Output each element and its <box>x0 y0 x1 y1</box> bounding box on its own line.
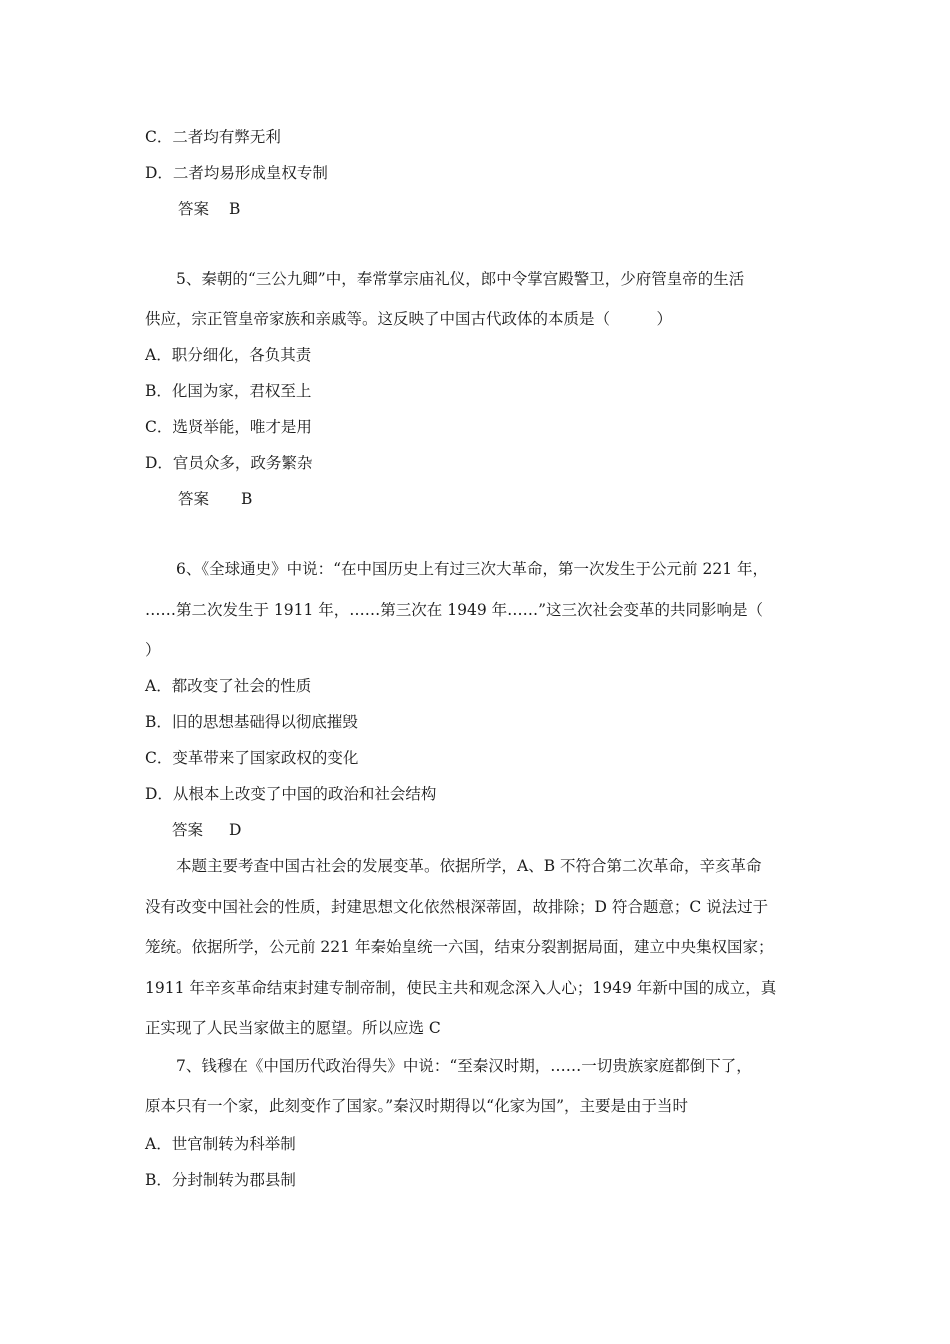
q6-answer <box>172 820 241 840</box>
q7-option-a: A．世官制转为科举制 <box>145 1135 296 1153</box>
q6-stem-line-3: ） <box>145 641 161 659</box>
answer-value: D <box>229 821 242 839</box>
q6-explanation-line-1: 本题主要考查中国古社会的发展变革。依据所学，A、B 不符合第二次革命，辛亥革命 <box>176 857 762 875</box>
answer-value: B <box>229 200 241 218</box>
q6-option-a: A．都改变了社会的性质 <box>145 677 312 695</box>
q6-explanation-line-4: 1911 年辛亥革命结束封建专制帝制，使民主共和观念深入人心；1949 年新中国的成立，真 <box>145 979 777 997</box>
q4-option-c: C．二者均有弊无利 <box>145 128 281 146</box>
q5-option-b: B．化国为家，君权至上 <box>145 382 312 400</box>
answer-value: B <box>241 490 253 508</box>
q6-option-d: D．从根本上改变了中国的政治和社会结构 <box>145 785 437 803</box>
q5-option-c: C．选贤举能，唯才是用 <box>145 418 312 436</box>
q6-explanation-line-3: 笼统。依据所学，公元前 221 年秦始皇统一六国，结束分裂割据局面，建立中央集权国家； <box>145 938 774 956</box>
q6-explanation-line-2: 没有改变中国社会的性质，封建思想文化依然根深蒂固，故排除；D 符合题意；C 说法过于 <box>145 898 769 916</box>
q4-answer <box>178 199 240 219</box>
q6-option-b: B．旧的思想基础得以彻底摧毁 <box>145 713 358 731</box>
answer-label: 答案 <box>178 490 210 508</box>
q4-option-d: D．二者均易形成皇权专制 <box>145 164 328 182</box>
q6-explanation-line-5: 正实现了人民当家做主的愿望。所以应选 C <box>145 1019 441 1037</box>
q5-option-d: D．官员众多，政务繁杂 <box>145 454 313 472</box>
answer-label: 答案 <box>178 200 210 218</box>
answer-label: 答案 <box>172 821 204 839</box>
q6-stem-line-1: 6、《全球通史》中说：“在中国历史上有过三次大革命，第一次发生于公元前 221 年， <box>176 560 768 578</box>
q5-option-a: A．职分细化，各负其责 <box>145 346 312 364</box>
q5-stem-line-2: 供应，宗正管皇帝家族和亲戚等。这反映了中国古代政体的本质是（ ） <box>145 310 673 328</box>
q6-stem-line-2: ……第二次发生于 1911 年，……第三次在 1949 年……”这三次社会变革的共同影响是（ <box>145 601 764 619</box>
q7-option-b: B．分封制转为郡县制 <box>145 1171 296 1189</box>
q5-stem-line-1: 5、秦朝的“三公九卿”中，奉常掌宗庙礼仪，郎中令掌宫殿警卫，少府管皇帝的生活 <box>176 270 745 288</box>
q7-stem-line-1: 7、钱穆在《中国历代政治得失》中说：“至秦汉时期，……一切贵族家庭都倒下了， <box>176 1057 752 1075</box>
q5-answer <box>178 489 252 509</box>
q7-stem-line-2: 原本只有一个家，此刻变作了国家。”秦汉时期得以“化家为国”，主要是由于当时 <box>145 1097 689 1115</box>
q6-option-c: C．变革带来了国家政权的变化 <box>145 749 359 767</box>
